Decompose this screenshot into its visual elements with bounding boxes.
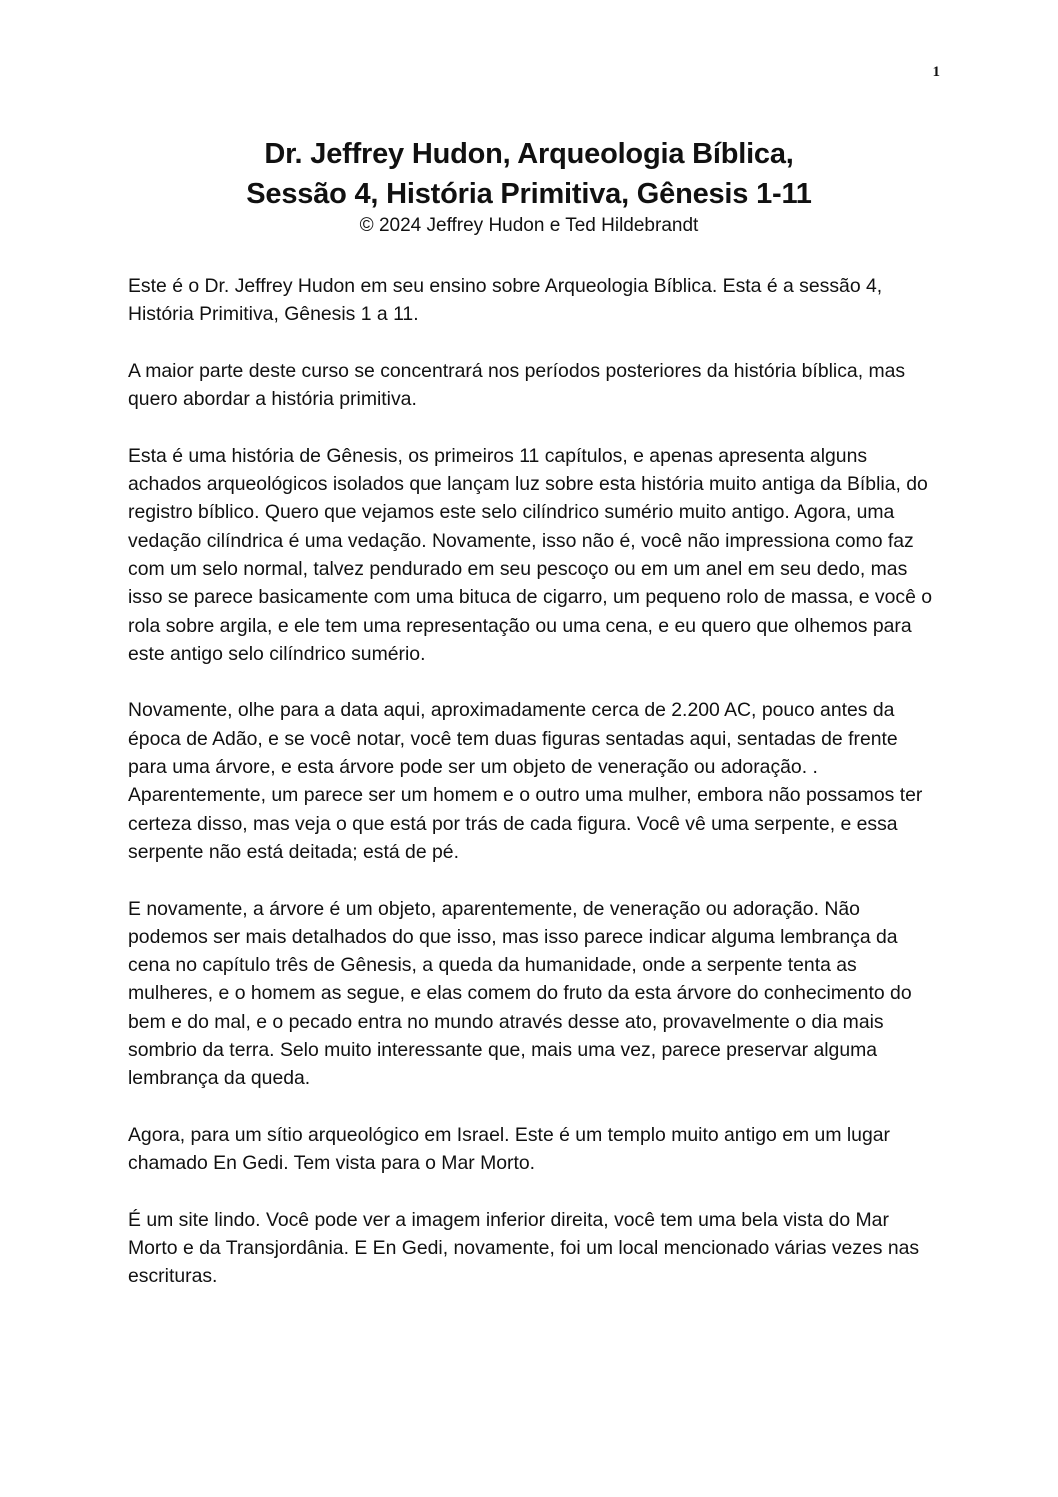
document-body [128, 272, 934, 1319]
paragraph: Este é o Dr. Jeffrey Hudon em seu ensino sobre Arqueologia Bíblica. Esta é a sessão 4, História Primitiva, Gênesis 1 a 11. [128, 275, 883, 326]
paragraph: Novamente, olhe para a data aqui, aproximadamente cerca de 2.200 AC, pouco antes da época de Adão, e se você notar, você tem duas figuras sentadas aqui, sentadas de frente para uma árvore, e esta árvore pode ser um objeto de veneração ou adoração. . Aparentemente, um parece ser um homem e o outro uma mulher, embora não possamos ter certeza disso, mas veja o que está por trás de cada figura. Você vê uma serpente, e essa serpente não está deitada; está de pé. [128, 699, 923, 863]
document-header [0, 134, 1058, 238]
paragraph: Agora, para um sítio arqueológico em Israel. Este é um templo muito antigo em um lugar chamado En Gedi. Tem vista para o Mar Morto. [128, 1123, 890, 1175]
document-title-line-1: Dr. Jeffrey Hudon, Arqueologia Bíblica, [264, 138, 794, 170]
paragraph: E novamente, a árvore é um objeto, aparentemente, de veneração ou adoração. Não podemos ser mais detalhados do que isso, mas isso parece indicar alguma lembrança da cena no capítulo três de Gênesis, a queda da humanidade, onde a serpente tenta as mulheres, e o homem as segue, e elas comem do fruto da esta árvore do conhecimento do bem e do mal, e o pecado entra no mundo através desse ato, provavelmente o dia mais sombrio da terra. Selo muito interessante que, mais uma vez, parece preservar alguma lembrança da queda. [128, 897, 912, 1090]
paragraph: A maior parte deste curso se concentrará nos períodos posteriores da história bíblica, mas quero abordar a história primitiva. [128, 359, 906, 411]
document-title-line-2: Sessão 4, História Primitiva, Gênesis 1-11 [246, 178, 812, 210]
page-number: 1 [932, 64, 940, 80]
copyright-notice: © 2024 Jeffrey Hudon e Ted Hildebrandt [359, 215, 699, 236]
paragraph: Esta é uma história de Gênesis, os primeiros 11 capítulos, e apenas apresenta alguns achados arqueológicos isolados que lançam luz sobre esta história muito antiga da Bíblia, do registro bíblico. Quero que vejamos este selo cilíndrico sumério muito antigo. Agora, uma vedação cilíndrica é uma vedação. Novamente, isso não é, você não impressiona como faz com um selo normal, talvez pendurado em seu pescoço ou em um anel em seu dedo, mas isso se parece basicamente com uma bituca de cigarro, um pequeno rolo de massa, e você o rola sobre argila, e ele tem uma representação ou uma cena, e eu quero que olhemos para este antigo selo cilíndrico sumério. [128, 444, 933, 665]
paragraph: É um site lindo. Você pode ver a imagem inferior direita, você tem uma bela vista do Mar Morto e da Transjordânia. E En Gedi, novamente, foi um local mencionado várias vezes nas escrituras. [128, 1208, 920, 1288]
